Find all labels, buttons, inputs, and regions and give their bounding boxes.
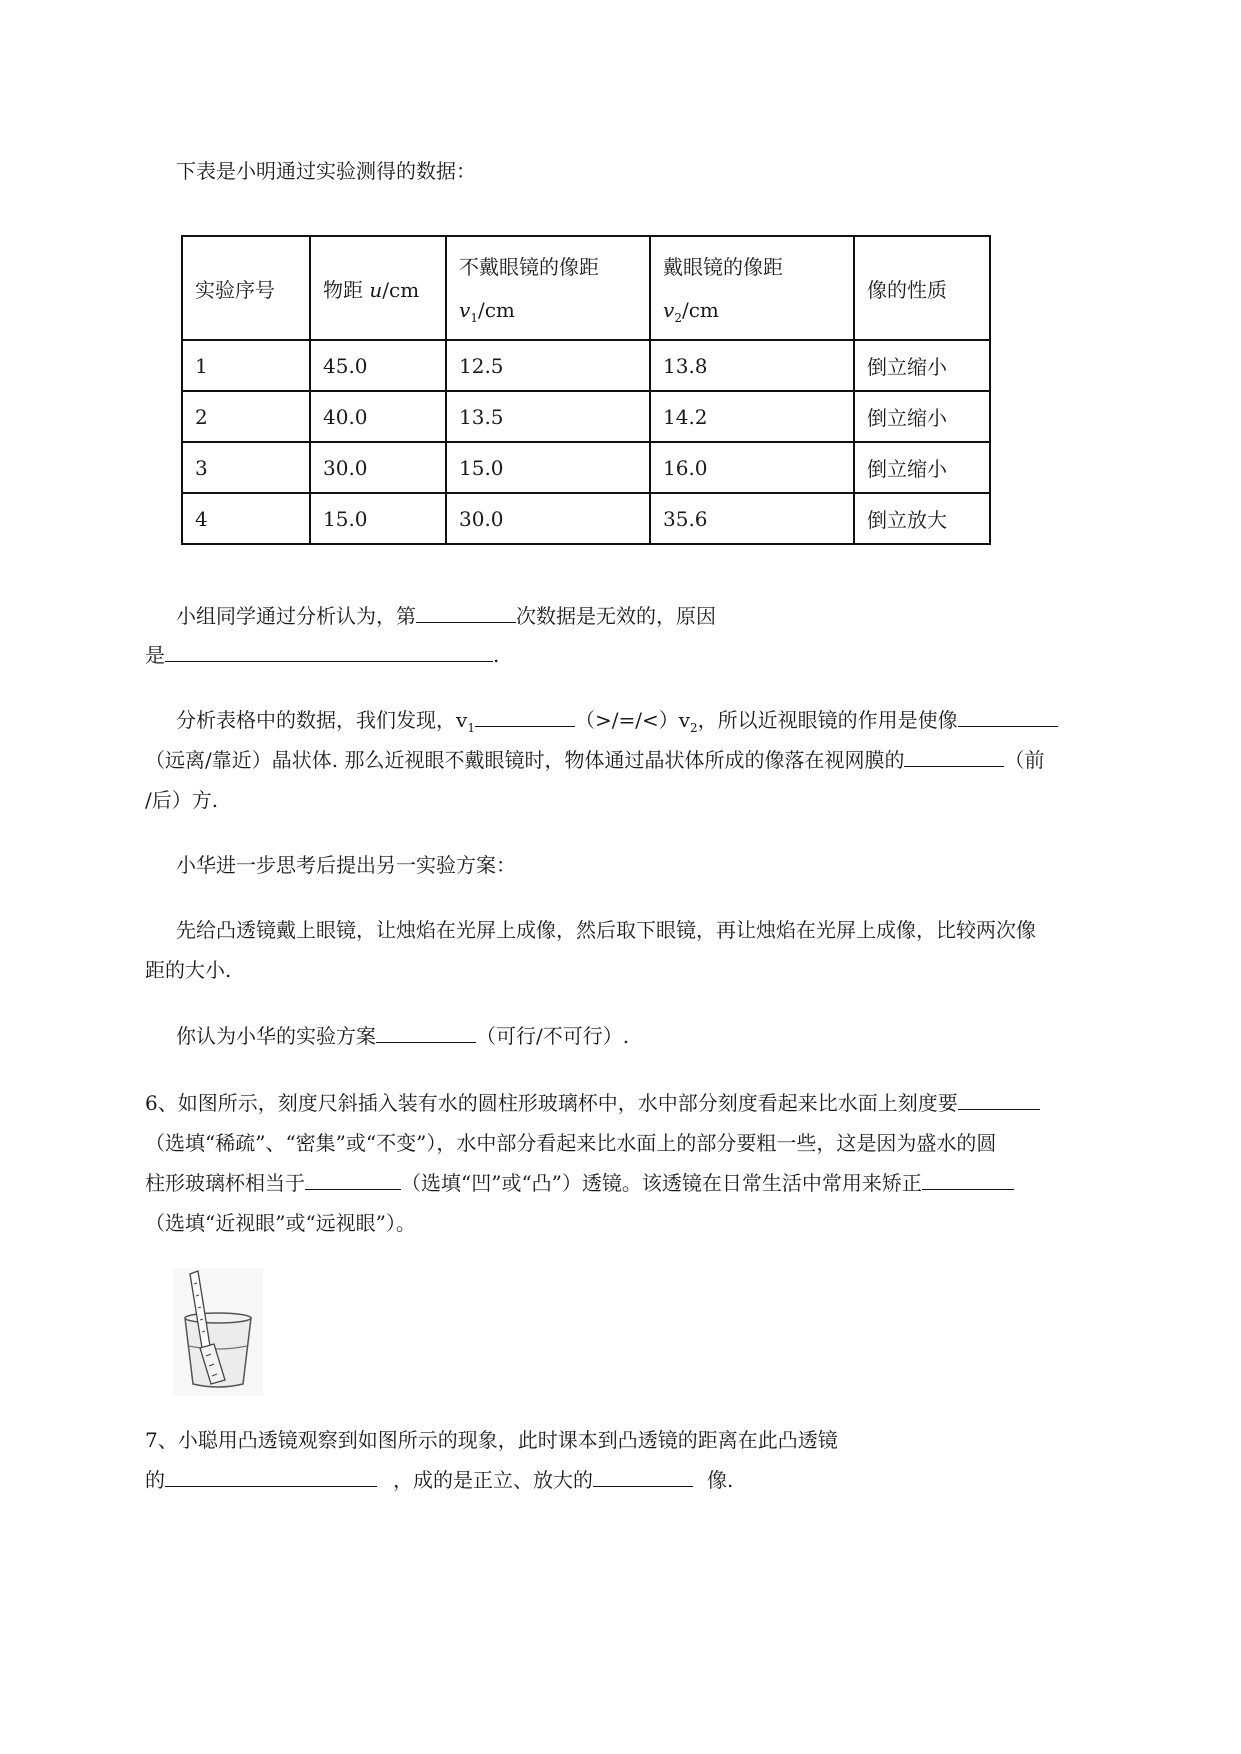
header-object-distance-label: 物距 bbox=[323, 277, 370, 302]
cell-v1: 30.0 bbox=[446, 493, 650, 544]
p1-text-c: 是 bbox=[145, 643, 165, 667]
cell-object-distance: 15.0 bbox=[310, 493, 446, 544]
p2-text-e: （前 bbox=[1004, 748, 1045, 772]
header-image-distance-no-glasses bbox=[446, 236, 650, 340]
header-object-distance-var: u bbox=[369, 277, 383, 302]
p1-text-a: 小组同学通过分析认为，第 bbox=[176, 604, 416, 628]
header-object-distance-unit: /cm bbox=[382, 277, 420, 302]
cell-trial-number: 2 bbox=[182, 391, 310, 442]
q6-text-a: 6、如图所示，刻度尺斜插入装有水的圆柱形玻璃杯中，水中部分刻度看起来比水面上刻度要 bbox=[145, 1091, 958, 1115]
xiaohua-plan-line1: 先给凸透镜戴上眼镜，让烛焰在光屏上成像，然后取下眼镜，再让烛焰在光屏上成像，比较两次像 bbox=[176, 918, 1036, 942]
cell-object-distance: 30.0 bbox=[310, 442, 446, 493]
header-image-nature: 像的性质 bbox=[854, 236, 990, 340]
p5-text-a: 你认为小华的实验方案 bbox=[176, 1024, 376, 1048]
question-6-line3 bbox=[145, 1169, 1014, 1197]
question-7-line1: 7、小聪用凸透镜观察到如图所示的现象，此时课本到凸透镜的距离在此凸透镜 bbox=[145, 1428, 838, 1452]
cell-v1: 13.5 bbox=[446, 391, 650, 442]
question-6-line4: （选填“近视眼”或“远视眼”）。 bbox=[145, 1211, 416, 1235]
q7-text-b: 的 bbox=[145, 1468, 165, 1492]
q6-text-c: 柱形玻璃杯相当于 bbox=[145, 1171, 305, 1195]
header-trial-number: 实验序号 bbox=[182, 236, 310, 340]
xiaohua-plan-intro: 小华进一步思考后提出另一实验方案： bbox=[176, 853, 516, 877]
header-v1-unit: /cm bbox=[477, 298, 515, 322]
answer-blank-scale-density[interactable] bbox=[958, 1089, 1040, 1110]
cell-image-nature: 倒立缩小 bbox=[854, 442, 990, 493]
cell-image-nature: 倒立缩小 bbox=[854, 340, 990, 391]
analysis-invalid-data-line2 bbox=[145, 641, 499, 669]
cell-trial-number: 1 bbox=[182, 340, 310, 391]
table-row bbox=[182, 493, 990, 544]
cell-v2: 35.6 bbox=[650, 493, 854, 544]
p1-text-b: 次数据是无效的，原因 bbox=[516, 604, 716, 628]
p2-text-c: ，所以近视眼镜的作用是使像 bbox=[697, 708, 958, 732]
question-6-line2: （选填“稀疏”、“密集”或“不变”），水中部分看起来比水面上的部分要粗一些，这是因为盛水的圆 bbox=[145, 1131, 997, 1155]
header-v1-symbol bbox=[459, 298, 649, 325]
analysis-line1 bbox=[176, 706, 1058, 742]
answer-blank-image-type[interactable] bbox=[593, 1466, 693, 1487]
p2-v1-sub: 1 bbox=[467, 721, 475, 735]
cell-object-distance: 45.0 bbox=[310, 340, 446, 391]
answer-blank-object-distance-range[interactable] bbox=[165, 1466, 377, 1487]
p2-text-b: （>/=/<）v bbox=[574, 708, 691, 732]
header-v2-unit: /cm bbox=[681, 298, 719, 322]
xiaohua-plan-question bbox=[176, 1022, 629, 1050]
header-v1-sub: 1 bbox=[470, 311, 478, 325]
answer-blank-correct-eye[interactable] bbox=[922, 1169, 1014, 1190]
answer-blank-lens-type[interactable] bbox=[305, 1169, 401, 1190]
table-row bbox=[182, 442, 990, 493]
header-v2-label: 戴眼镜的像距 bbox=[663, 255, 783, 279]
q7-text-c: ，成的是正立、放大的 bbox=[393, 1468, 593, 1492]
cell-v2: 13.8 bbox=[650, 340, 854, 391]
cell-v1: 12.5 bbox=[446, 340, 650, 391]
answer-blank-reason[interactable] bbox=[165, 641, 493, 662]
question-7-line2 bbox=[145, 1466, 733, 1494]
cell-v2: 16.0 bbox=[650, 442, 854, 493]
p2-v2-sub: 2 bbox=[690, 721, 698, 735]
table-row bbox=[182, 340, 990, 391]
cell-trial-number: 3 bbox=[182, 442, 310, 493]
cell-object-distance: 40.0 bbox=[310, 391, 446, 442]
cell-image-nature: 倒立放大 bbox=[854, 493, 990, 544]
cell-trial-number: 4 bbox=[182, 493, 310, 544]
question-6-line1 bbox=[145, 1089, 1040, 1117]
table-row bbox=[182, 391, 990, 442]
header-object-distance bbox=[310, 236, 446, 340]
header-image-distance-with-glasses bbox=[650, 236, 854, 340]
p1-text-d: . bbox=[493, 643, 500, 667]
cell-v1: 15.0 bbox=[446, 442, 650, 493]
intro-text: 下表是小明通过实验测得的数据： bbox=[176, 159, 476, 183]
answer-blank-compare[interactable] bbox=[475, 706, 575, 727]
answer-blank-invalid-trial[interactable] bbox=[416, 602, 516, 623]
cell-image-nature: 倒立缩小 bbox=[854, 391, 990, 442]
xiaohua-plan-line2: 距的大小. bbox=[145, 958, 232, 982]
answer-blank-lens-effect[interactable] bbox=[958, 706, 1058, 727]
header-v2-sub: 2 bbox=[674, 311, 682, 325]
p2-text-a: 分析表格中的数据，我们发现，v bbox=[176, 708, 468, 732]
header-v1-label: 不戴眼镜的像距 bbox=[459, 255, 599, 279]
answer-blank-front-back[interactable] bbox=[904, 746, 1004, 767]
experiment-data-table bbox=[181, 235, 991, 545]
table-header-row bbox=[182, 236, 990, 340]
analysis-line2 bbox=[145, 746, 1044, 774]
analysis-line3: /后）方. bbox=[145, 788, 219, 812]
header-v1-var: v bbox=[459, 298, 471, 322]
answer-blank-feasible[interactable] bbox=[376, 1022, 476, 1043]
cell-v2: 14.2 bbox=[650, 391, 854, 442]
analysis-invalid-data-line1 bbox=[176, 602, 716, 630]
p5-text-b: （可行/不可行）. bbox=[476, 1024, 630, 1048]
p2-text-d: （远离/靠近）晶状体. 那么近视眼不戴眼镜时，物体通过晶状体所成的像落在视网膜的 bbox=[145, 748, 905, 772]
glass-with-ruler-figure bbox=[173, 1268, 263, 1396]
header-v2-var: v bbox=[663, 298, 675, 322]
q7-text-d: 像. bbox=[707, 1468, 734, 1492]
header-v2-symbol bbox=[663, 298, 853, 325]
q6-text-d: （选填“凹”或“凸”）透镜。该透镜在日常生活中常用来矫正 bbox=[401, 1171, 922, 1195]
